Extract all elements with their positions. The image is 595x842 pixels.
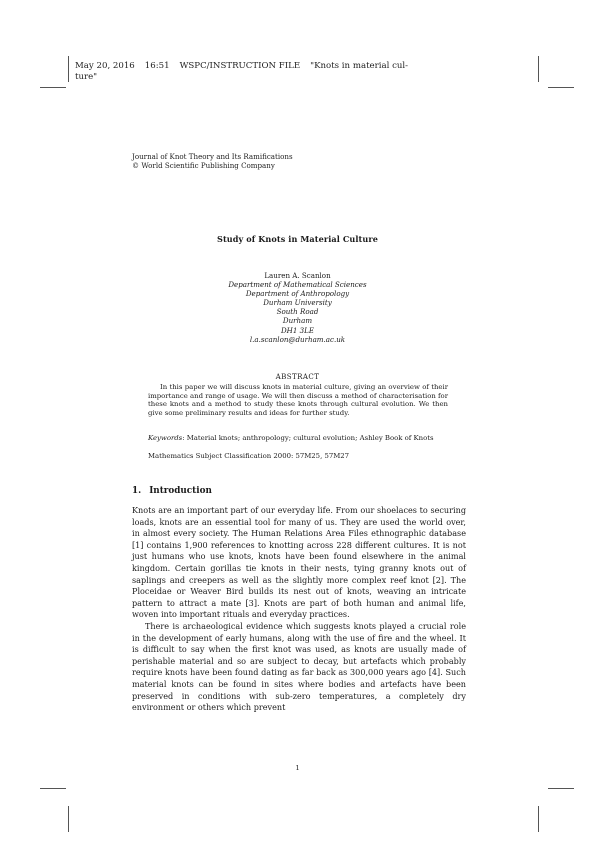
abstract-text: In this paper we will discuss knots in material culture, giving an overview of their importance and range of usage. We will then discuss a method of characterisation for these knots and a method to study these knots through cultural evolution. We then give some preliminary results and ideas for further study. bbox=[148, 383, 448, 418]
section-number: 1. bbox=[132, 486, 142, 496]
journal-name: Journal of Knot Theory and Its Ramifications bbox=[132, 152, 293, 161]
city: Durham bbox=[282, 316, 313, 326]
running-head-title: "Knots in material cul- ture" bbox=[75, 61, 409, 82]
author-email: l.a.scanlon@durham.ac.uk bbox=[249, 334, 346, 344]
paragraph: There is archaeological evidence which suggests knots played a crucial role in the development of early humans, along with the use of fire and the wheel. It is difficult to say when the first knot was used, as knots are usually made of perishable material and so are subject to decay, but artefacts which probably require knots have been found dating as far back as 300,000 years ago [4]. Such material knots can be found in sites where bodies and artefacts have been preserved in conditions with sub-zero temperatures, a completely dry environment or others which prevent bbox=[132, 620, 466, 713]
running-head-file: WSPC/INSTRUCTION FILE bbox=[179, 61, 301, 71]
street: South Road bbox=[276, 307, 319, 317]
affiliation-1: Department of Mathematical Sciences bbox=[228, 280, 367, 290]
section-title: Introduction bbox=[149, 486, 212, 496]
body-text bbox=[132, 505, 466, 714]
journal-copyright: © World Scientific Publishing Company bbox=[132, 161, 275, 171]
keywords bbox=[148, 434, 468, 443]
paper-title: Study of Knots in Material Culture bbox=[217, 234, 378, 244]
keywords-label: Keywords bbox=[148, 434, 183, 442]
abstract-heading: ABSTRACT bbox=[275, 372, 320, 381]
crop-mark bbox=[548, 788, 574, 789]
keywords-text: : Material knots; anthropology; cultural evolution; Ashley Book of Knots bbox=[182, 434, 434, 442]
author-name: Lauren A. Scanlon bbox=[264, 271, 331, 280]
crop-mark bbox=[40, 87, 66, 88]
postcode: DH1 3LE bbox=[280, 325, 315, 335]
university: Durham University bbox=[263, 298, 332, 308]
crop-mark bbox=[40, 788, 66, 789]
msc-classification: Mathematics Subject Classification 2000: 57M25, 57M27 bbox=[148, 452, 350, 460]
crop-mark bbox=[548, 87, 574, 88]
page-number: 1 bbox=[295, 764, 300, 772]
paragraph: Knots are an important part of our everyday life. From our shoelaces to securing loads, knots are an essential tool for many of us. They are used the world over, in almost every society. The Human Relations Area Files ethnographic database [1] contains 1,900 references to knotting across 228 different cultures. It is not just humans who use knots, knots have been found elsewhere in the animal kingdom. Certain gorillas tie knots in their nests, tying granny knots out of saplings and creepers as well as the slightly more complex reef knot [2]. The Ploceidae or Weaver Bird builds its nest out of knots, weaving an intricate pattern to attract a mate [3]. Knots are part of both human and animal life, woven into important rituals and everyday practices. bbox=[132, 505, 466, 620]
crop-mark bbox=[538, 806, 539, 832]
running-head-time: 16:51 bbox=[144, 61, 170, 71]
running-head bbox=[75, 61, 445, 82]
section-heading bbox=[132, 486, 212, 496]
running-head-date: May 20, 2016 bbox=[75, 61, 135, 71]
affiliation-2: Department of Anthropology bbox=[245, 289, 350, 299]
crop-mark bbox=[68, 806, 69, 832]
author-block bbox=[0, 271, 595, 344]
journal-info bbox=[132, 152, 293, 171]
crop-mark bbox=[538, 56, 539, 82]
crop-mark bbox=[68, 56, 69, 82]
